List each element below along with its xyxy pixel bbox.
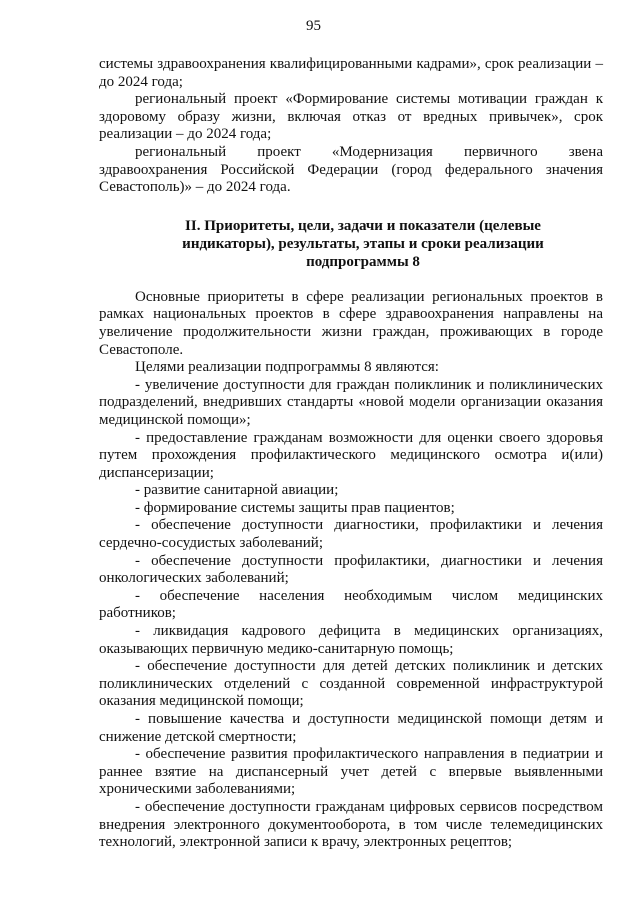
goal-item: - ликвидация кадрового дефицита в медицинских организациях, оказывающих первичную медико-санитарную помощь; <box>99 623 603 657</box>
intro-paragraph: Основные приоритеты в сфере реализации региональных проектов в рамках национальных проектов в сфере здравоохранения направлены на увеличение продолжительности жизни граждан, проживающих в городе Севастополе. <box>99 288 603 358</box>
document-body <box>99 56 603 852</box>
goal-item: - обеспечение доступности для детей детских поликлиник и детских поликлинических отделений с созданной современной инфраструктурой оказания медицинской помощи; <box>99 658 603 710</box>
goal-item: - обеспечение населения необходимым числом медицинских работников; <box>99 587 603 622</box>
goal-item: - обеспечение доступности гражданам цифровых сервисов посредством внедрения электронного документооборота, в том числе телемедицинских технологий, электронной записи к врачу, электронных рецептов; <box>99 798 603 851</box>
heading-line: индикаторы), результаты, этапы и сроки реализации <box>182 235 544 252</box>
page-number: 95 <box>306 18 321 34</box>
paragraph: системы здравоохранения квалифицированными кадрами», срок реализации – до 2024 года; <box>99 56 603 90</box>
goal-item: - увеличение доступности для граждан поликлиник и поликлинических подразделений, внедривших стандарты «новой модели организации оказания медицинской помощи»; <box>99 376 603 428</box>
paragraph: региональный проект «Модернизация первичного звена здравоохранения Российской Федерации (город федерального значения Севастополь)» – до 2024 года. <box>99 143 603 196</box>
goal-item: - обеспечение развития профилактического направления в педиатрии и раннее взятие на диспансерный учет детей с впервые выявленными хроническими заболеваниями; <box>99 746 603 798</box>
heading-line: подпрограммы 8 <box>306 253 420 270</box>
goal-item: - предоставление гражданам возможности для оценки своего здоровья путем прохождения профилактического медицинского осмотра и(или) диспансеризации; <box>99 429 603 481</box>
goal-item: - повышение качества и доступности медицинской помощи детям и снижение детской смертности; <box>99 711 603 745</box>
goal-item: - развитие санитарной авиации; <box>135 482 339 499</box>
paragraph: региональный проект «Формирование системы мотивации граждан к здоровому образу жизни, включая отказ от вредных привычек», срок реализации – до 2024 года; <box>99 91 603 143</box>
goals-intro: Целями реализации подпрограммы 8 являются: <box>135 359 439 376</box>
heading-line: II. Приоритеты, цели, задачи и показатели (целевые <box>185 217 541 234</box>
goal-item: - обеспечение доступности диагностики, профилактики и лечения сердечно-сосудистых заболеваний; <box>99 517 603 552</box>
section-heading <box>99 217 603 271</box>
goal-item: - формирование системы защиты прав пациентов; <box>135 499 455 516</box>
goal-item: - обеспечение доступности профилактики, диагностики и лечения онкологических заболеваний; <box>99 552 603 587</box>
